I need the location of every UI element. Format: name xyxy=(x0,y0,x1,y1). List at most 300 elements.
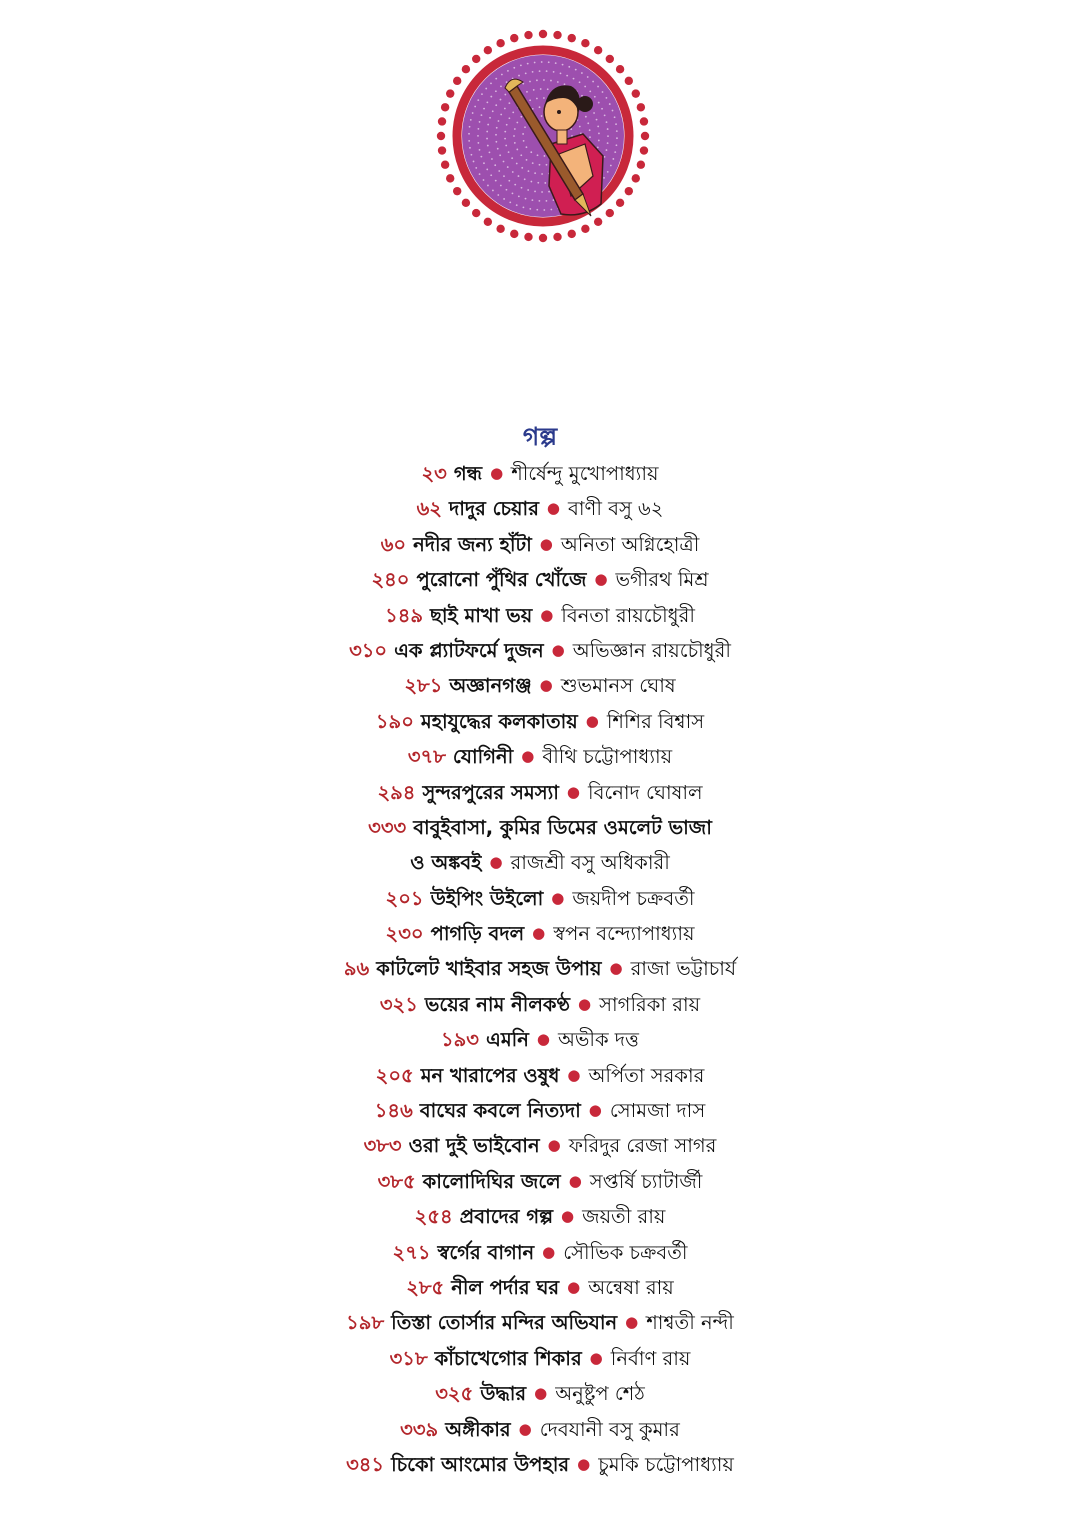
disc-speck xyxy=(529,208,531,210)
ring-dot xyxy=(632,89,640,97)
bullet-icon: ● xyxy=(567,1065,581,1084)
ring-dot xyxy=(616,65,624,73)
bullet-icon: ● xyxy=(539,534,553,553)
disc-speck xyxy=(589,136,591,138)
disc-speck xyxy=(534,62,536,64)
page-number: ১৪৯ xyxy=(385,603,424,627)
disc-speck xyxy=(555,62,557,64)
ring-dot xyxy=(510,34,518,42)
disc-speck xyxy=(526,146,528,148)
ring-dot xyxy=(553,233,561,241)
story-title: চিকো আংমোর উপহার xyxy=(391,1452,570,1476)
disc-speck xyxy=(604,156,606,158)
bullet-icon: ● xyxy=(542,1242,556,1261)
ring-dot xyxy=(625,77,633,85)
disc-speck xyxy=(527,63,529,65)
disc-speck xyxy=(612,110,614,112)
disc-speck xyxy=(498,170,500,172)
story-title: এক প্ল্যাটফর্মে দুজন xyxy=(394,638,544,662)
page-number: ২৩ xyxy=(421,462,447,485)
disc-speck xyxy=(541,115,543,117)
disc-speck xyxy=(560,72,562,74)
ring-dot xyxy=(594,46,602,54)
bullet-icon: ● xyxy=(490,464,504,482)
author-name: সৌভিক চক্রবর্তী xyxy=(563,1240,688,1264)
disc-speck xyxy=(477,142,479,144)
ring-dot xyxy=(438,146,446,154)
author-name: বিনোদ ঘোষাল xyxy=(588,780,703,804)
disc-speck xyxy=(541,61,543,63)
disc-speck xyxy=(503,198,505,200)
page-number: ৯৬ xyxy=(343,957,370,981)
disc-speck xyxy=(579,81,581,83)
ring-dot xyxy=(581,39,589,47)
ring-dot xyxy=(441,103,449,111)
disc-speck xyxy=(500,99,502,101)
disc-speck xyxy=(494,164,496,166)
disc-speck xyxy=(495,90,497,92)
ring-dot xyxy=(568,34,576,42)
page-number: ২০৫ xyxy=(375,1063,414,1087)
disc-speck xyxy=(490,174,492,176)
disc-speck xyxy=(533,89,535,91)
toc-entry xyxy=(0,1270,1080,1305)
disc-speck xyxy=(541,191,543,193)
disc-speck xyxy=(539,164,541,166)
author-name: সোমজা দাস xyxy=(609,1099,706,1123)
disc-speck xyxy=(616,137,618,139)
ring-dot xyxy=(539,30,547,38)
disc-speck xyxy=(539,106,541,108)
ring-dot xyxy=(594,218,602,226)
bullet-icon: ● xyxy=(594,570,608,589)
disc-speck xyxy=(491,158,493,160)
disc-speck xyxy=(495,104,497,106)
disc-speck xyxy=(592,81,594,83)
disc-speck xyxy=(529,81,531,83)
ring-dot xyxy=(438,117,446,125)
disc-speck xyxy=(544,182,546,184)
page-number: ৩১০ xyxy=(349,638,388,662)
page-number: ৩২১ xyxy=(379,992,418,1016)
woman-with-pen-icon xyxy=(433,26,653,246)
disc-speck xyxy=(487,124,489,126)
story-title: অজ্ঞানগঞ্জ xyxy=(449,674,532,698)
disc-speck xyxy=(532,162,534,164)
author-name: অভিজ্ঞান রায়চৌধুরী xyxy=(572,638,731,662)
ring-dot xyxy=(446,174,454,182)
author-name: অনুষ্টুপ শেঠ xyxy=(555,1382,645,1406)
bullet-icon: ● xyxy=(518,1419,532,1438)
disc-speck xyxy=(538,200,540,202)
disc-speck xyxy=(606,97,608,99)
disc-speck xyxy=(521,187,523,189)
disc-speck xyxy=(607,171,609,173)
disc-speck xyxy=(508,102,510,104)
page-number: ২৮১ xyxy=(404,674,443,698)
disc-speck xyxy=(486,102,488,104)
bullet-icon: ● xyxy=(585,711,599,730)
ring-dot xyxy=(510,230,518,238)
disc-speck xyxy=(520,154,522,156)
author-name: ভগীরথ মিশ্র xyxy=(615,568,709,592)
disc-speck xyxy=(506,81,508,83)
author-name: রাজশ্রী বসু অধিকারী xyxy=(510,851,670,875)
disc-speck xyxy=(587,122,589,124)
ring-dot xyxy=(441,161,449,169)
ring-dot xyxy=(484,46,492,54)
disc-speck xyxy=(520,64,522,66)
bullet-icon: ● xyxy=(532,924,546,943)
story-title: মন খারাপের ওষুধ xyxy=(420,1063,560,1087)
disc-speck xyxy=(487,185,489,187)
ring-dot xyxy=(472,55,480,63)
ring-dot xyxy=(637,161,645,169)
story-title: ও অঙ্কবই xyxy=(410,851,482,875)
toc-entry xyxy=(0,1235,1080,1270)
disc-speck xyxy=(512,171,514,173)
story-title: নদীর জন্য হাঁটা xyxy=(413,532,532,556)
disc-speck xyxy=(589,129,591,131)
author-name: দেবযানী বসু কুমার xyxy=(539,1417,680,1441)
toc-entry xyxy=(0,881,1080,916)
disc-speck xyxy=(562,64,564,66)
author-name: অর্পিতা সরকার xyxy=(588,1063,705,1087)
disc-speck xyxy=(477,128,479,130)
disc-speck xyxy=(513,135,515,137)
toc-entry xyxy=(0,916,1080,951)
ring-dot xyxy=(453,77,461,85)
bullet-icon: ● xyxy=(589,1348,603,1367)
toc-entry xyxy=(0,845,1080,880)
disc-speck xyxy=(477,135,479,137)
disc-speck xyxy=(606,149,608,151)
page-number: ৩৩৩ xyxy=(368,815,407,839)
disc-speck xyxy=(597,86,599,88)
page-number: ২৮৫ xyxy=(406,1275,445,1299)
bullet-icon: ● xyxy=(521,747,535,766)
disc-speck xyxy=(557,81,559,83)
disc-speck xyxy=(596,119,598,121)
disc-speck xyxy=(516,122,518,124)
author-name: অভীক দত্ত xyxy=(557,1028,639,1052)
disc-speck xyxy=(512,111,514,113)
disc-speck xyxy=(504,94,506,96)
disc-speck xyxy=(499,154,501,156)
disc-speck xyxy=(536,209,538,211)
disc-speck xyxy=(481,114,483,116)
ring-dot xyxy=(496,225,504,233)
page-number: ১৪৬ xyxy=(374,1099,413,1123)
disc-speck xyxy=(541,173,543,175)
ring-dot xyxy=(453,187,461,195)
disc-speck xyxy=(473,161,475,163)
disc-speck xyxy=(490,96,492,98)
disc-speck xyxy=(505,145,507,147)
disc-speck xyxy=(507,166,509,168)
disc-speck xyxy=(598,140,600,142)
disc-speck xyxy=(514,184,516,186)
disc-speck xyxy=(606,121,608,123)
disc-speck xyxy=(508,151,510,153)
disc-speck xyxy=(534,191,536,193)
toc-entry xyxy=(0,1093,1080,1128)
page-number: ৩৩৯ xyxy=(400,1417,439,1441)
story-title: প্রবাদের গল্প xyxy=(459,1205,554,1229)
author-name: বাণী বসু ৬২ xyxy=(568,497,664,521)
disc-speck xyxy=(534,172,536,174)
entry-list xyxy=(0,456,1080,1482)
disc-speck xyxy=(518,195,520,197)
disc-speck xyxy=(607,128,609,130)
author-name: অন্বেষা রায় xyxy=(588,1275,674,1299)
disc-speck xyxy=(546,70,548,72)
story-title: ভয়ের নাম নীলকণ্ঠ xyxy=(424,992,571,1016)
toc-entry xyxy=(0,668,1080,703)
ring-dot xyxy=(640,117,648,125)
disc-speck xyxy=(514,128,516,130)
disc-speck xyxy=(514,142,516,144)
disc-speck xyxy=(503,175,505,177)
disc-speck xyxy=(506,189,508,191)
toc-entry xyxy=(0,562,1080,597)
page-number: ৩১৮ xyxy=(389,1346,428,1370)
disc-speck xyxy=(527,189,529,191)
disc-speck xyxy=(500,85,502,87)
disc-speck xyxy=(518,175,520,177)
bullet-icon: ● xyxy=(577,1454,591,1473)
bullet-icon: ● xyxy=(551,888,565,907)
page-number: ২০১ xyxy=(385,886,424,910)
author-name: সাগরিকা রায় xyxy=(599,992,701,1016)
disc-speck xyxy=(485,88,487,90)
page-number: ৬০ xyxy=(380,532,407,556)
disc-speck xyxy=(512,192,514,194)
disc-speck xyxy=(479,149,481,151)
toc-entry xyxy=(0,1164,1080,1199)
ring-dot xyxy=(496,39,504,47)
author-name: শিশির বিশ্বাস xyxy=(606,709,705,733)
toc-entry xyxy=(0,633,1080,668)
disc-speck xyxy=(566,75,568,77)
disc-speck xyxy=(507,70,509,72)
disc-speck xyxy=(509,201,511,203)
toc-entry xyxy=(0,810,1080,845)
author-name: শুভমানস ঘোষ xyxy=(560,674,676,698)
story-title: কাঁচাখেগোর শিকার xyxy=(434,1346,582,1370)
disc-speck xyxy=(518,75,520,77)
toc-entry xyxy=(0,1058,1080,1093)
bullet-icon: ● xyxy=(539,676,553,695)
disc-speck xyxy=(598,133,600,135)
disc-speck xyxy=(553,71,555,73)
disc-speck xyxy=(547,88,549,90)
disc-speck xyxy=(486,131,488,133)
ring-dot xyxy=(539,234,547,242)
ring-dot xyxy=(581,225,589,233)
disc-speck xyxy=(522,133,524,135)
ring-dot xyxy=(553,31,561,39)
disc-speck xyxy=(486,169,488,171)
disc-speck xyxy=(543,209,545,211)
disc-speck xyxy=(487,145,489,147)
disc-speck xyxy=(474,106,476,108)
disc-speck xyxy=(614,151,616,153)
story-title: পুরোনো পুঁথির খোঁজে xyxy=(416,568,587,592)
story-title: কাটলেট খাইবার সহজ উপায় xyxy=(376,957,602,981)
ring-dot xyxy=(484,218,492,226)
page-number: ২৪০ xyxy=(371,568,410,592)
disc-speck xyxy=(477,99,479,101)
disc-speck xyxy=(598,102,600,104)
disc-speck xyxy=(609,103,611,105)
bullet-icon: ● xyxy=(489,853,503,872)
ring-dot xyxy=(641,132,649,140)
bullet-icon: ● xyxy=(609,959,623,978)
page-number: ২৭১ xyxy=(392,1240,431,1264)
ring-dot xyxy=(616,199,624,207)
story-title: মহাযুদ্ধের কলকাতায় xyxy=(420,709,578,733)
disc-speck xyxy=(495,78,497,80)
toc-entry xyxy=(0,1412,1080,1447)
disc-speck xyxy=(508,180,510,182)
disc-speck xyxy=(602,91,604,93)
disc-speck xyxy=(511,157,513,159)
disc-speck xyxy=(503,161,505,163)
disc-speck xyxy=(531,199,533,201)
disc-speck xyxy=(585,116,587,118)
toc-entry xyxy=(0,704,1080,739)
disc-speck xyxy=(516,204,518,206)
bullet-icon: ● xyxy=(540,605,554,624)
toc-entry xyxy=(0,987,1080,1022)
disc-speck xyxy=(573,78,575,80)
toc-entry xyxy=(0,1199,1080,1234)
disc-speck xyxy=(483,179,485,181)
disc-speck xyxy=(501,74,503,76)
disc-speck xyxy=(469,147,471,149)
disc-speck xyxy=(490,82,492,84)
disc-speck xyxy=(504,131,506,133)
disc-speck xyxy=(489,152,491,154)
disc-speck xyxy=(597,147,599,149)
ring-dot xyxy=(625,187,633,195)
author-name: জয়দীপ চক্রবর্তী xyxy=(572,886,695,910)
page-number: ৩৮৫ xyxy=(377,1169,416,1193)
disc-speck xyxy=(489,117,491,119)
story-title: তিস্তা তোর্সার মন্দির অভিযান xyxy=(391,1311,618,1335)
disc-speck xyxy=(495,134,497,136)
author-name: সপ্তর্ষি চ্যাটার্জী xyxy=(589,1169,703,1193)
story-title: পাগড়ি বদল xyxy=(430,922,525,946)
disc-speck xyxy=(475,167,477,169)
disc-speck xyxy=(550,209,552,211)
disc-speck xyxy=(468,133,470,135)
story-title: উইপিং উইলো xyxy=(430,886,544,910)
disc-speck xyxy=(479,121,481,123)
story-title: বাবুইবাসা, কুমির ডিমের ওমলেট ভাজা xyxy=(413,815,712,839)
page-number: ৩৮৩ xyxy=(363,1134,402,1158)
ring-dot xyxy=(524,31,532,39)
toc-entry xyxy=(0,456,1080,491)
disc-speck xyxy=(495,141,497,143)
author-name: ফরিদুর রেজা সাগর xyxy=(568,1134,717,1158)
author-name: স্বপন বন্দ্যোপাধ্যায় xyxy=(553,922,695,946)
ring-dot xyxy=(472,209,480,217)
bullet-icon: ● xyxy=(561,1207,575,1226)
page-number: ৩২৫ xyxy=(435,1382,474,1406)
toc-entry xyxy=(0,1341,1080,1376)
disc-speck xyxy=(532,71,534,73)
disc-speck xyxy=(546,164,548,166)
disc-speck xyxy=(497,148,499,150)
disc-speck xyxy=(483,108,485,110)
story-title: ওরা দুই ভাইবোন xyxy=(408,1134,540,1158)
toc-entry xyxy=(0,739,1080,774)
disc-speck xyxy=(523,140,525,142)
disc-speck xyxy=(497,194,499,196)
disc-speck xyxy=(526,159,528,161)
disc-speck xyxy=(548,191,550,193)
disc-speck xyxy=(528,170,530,172)
toc-entry xyxy=(0,491,1080,526)
disc-speck xyxy=(601,108,603,110)
disc-speck xyxy=(564,83,566,85)
disc-speck xyxy=(526,91,528,93)
toc-entry xyxy=(0,1376,1080,1411)
ring-dot xyxy=(640,146,648,154)
page-number: ২৯৪ xyxy=(377,780,416,804)
disc-speck xyxy=(543,97,545,99)
ring-dot xyxy=(606,55,614,63)
disc-speck xyxy=(530,151,532,153)
disc-speck xyxy=(492,190,494,192)
disc-speck xyxy=(536,79,538,81)
author-name: শীর্ষেন্দু মুখোপাধ্যায় xyxy=(511,462,659,485)
disc-speck xyxy=(508,117,510,119)
story-title: উদ্ধার xyxy=(480,1382,527,1406)
page-number: ৩৭৮ xyxy=(407,745,446,769)
disc-speck xyxy=(480,156,482,158)
bullet-icon: ● xyxy=(536,1030,550,1049)
disc-speck xyxy=(584,86,586,88)
author-name: অনিতা অগ্নিহোত্রী xyxy=(560,532,700,556)
disc-speck xyxy=(524,126,526,128)
bullet-icon: ● xyxy=(625,1313,639,1332)
bullet-icon: ● xyxy=(551,640,565,659)
ring-dot xyxy=(568,230,576,238)
disc-speck xyxy=(543,79,545,81)
author-name: চুমকি চট্টোপাধ্যায় xyxy=(598,1452,734,1476)
disc-speck xyxy=(575,69,577,71)
page-number: ২৫৪ xyxy=(414,1205,453,1229)
ring-dot xyxy=(632,174,640,182)
story-title: গন্ধ xyxy=(453,462,483,485)
toc-entry xyxy=(0,775,1080,810)
disc-speck xyxy=(521,167,523,169)
disc-speck xyxy=(522,83,524,85)
story-title: স্বর্গের বাগান xyxy=(437,1240,535,1264)
disc-speck xyxy=(594,96,596,98)
section-title: গল্প xyxy=(522,422,558,451)
disc-speck xyxy=(520,116,522,118)
toc-entry xyxy=(0,1022,1080,1057)
bullet-icon: ● xyxy=(534,1384,548,1403)
ring-dot xyxy=(637,103,645,111)
story-title: দাদুর চেয়ার xyxy=(448,497,539,521)
disc-speck xyxy=(500,114,502,116)
disc-speck xyxy=(472,112,474,114)
